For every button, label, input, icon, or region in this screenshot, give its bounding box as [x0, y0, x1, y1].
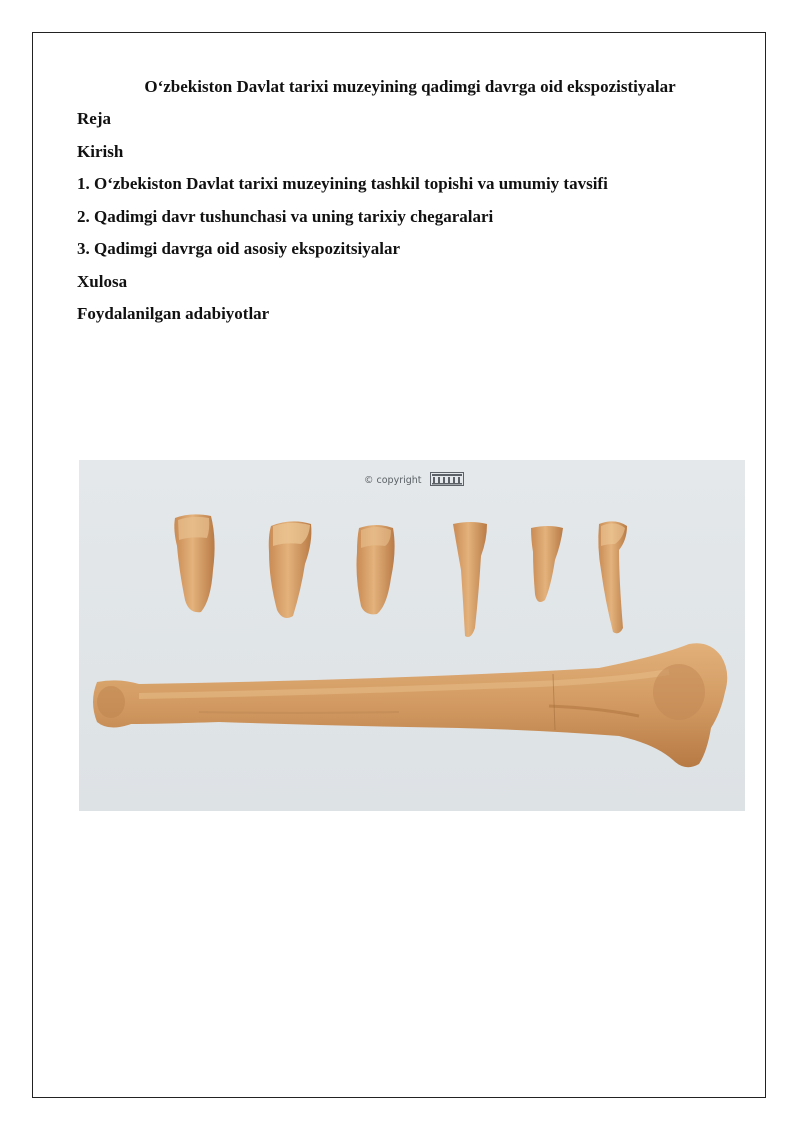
- long-bone: [93, 643, 727, 767]
- tooth-2: [269, 521, 312, 618]
- museum-logo-icon: [430, 472, 464, 489]
- watermark-text: © copyright: [364, 475, 422, 486]
- photo-watermark: [364, 472, 464, 489]
- tooth-5: [531, 526, 563, 602]
- outline-item-section-2: 2. Qadimgi davr tushunchasi va uning tarixiy chegaralari: [77, 206, 494, 226]
- outline-list: [77, 108, 608, 336]
- document-title: O‘zbekiston Davlat tarixi muzeyining qadimgi davrga oid ekspozistiyalar: [144, 77, 676, 96]
- tooth-1: [174, 514, 214, 612]
- outline-item-references: Foydalanilgan adabiyotlar: [77, 304, 270, 323]
- bone-fragments-illustration: [79, 460, 745, 811]
- tooth-6: [598, 521, 627, 633]
- outline-item-section-1: 1. O‘zbekiston Davlat tarixi muzeyining tashkil topishi va umumiy tavsifi: [77, 174, 608, 193]
- outline-item-xulosa: Xulosa: [77, 271, 128, 291]
- outline-item-section-3: 3. Qadimgi davrga oid asosiy ekspozitsiyalar: [77, 239, 401, 258]
- tooth-3: [357, 525, 395, 614]
- outline-item-kirish: Kirish: [77, 141, 124, 161]
- outline-item-reja: Reja: [77, 109, 111, 128]
- tooth-4: [453, 522, 487, 637]
- artifact-photo: [79, 460, 745, 811]
